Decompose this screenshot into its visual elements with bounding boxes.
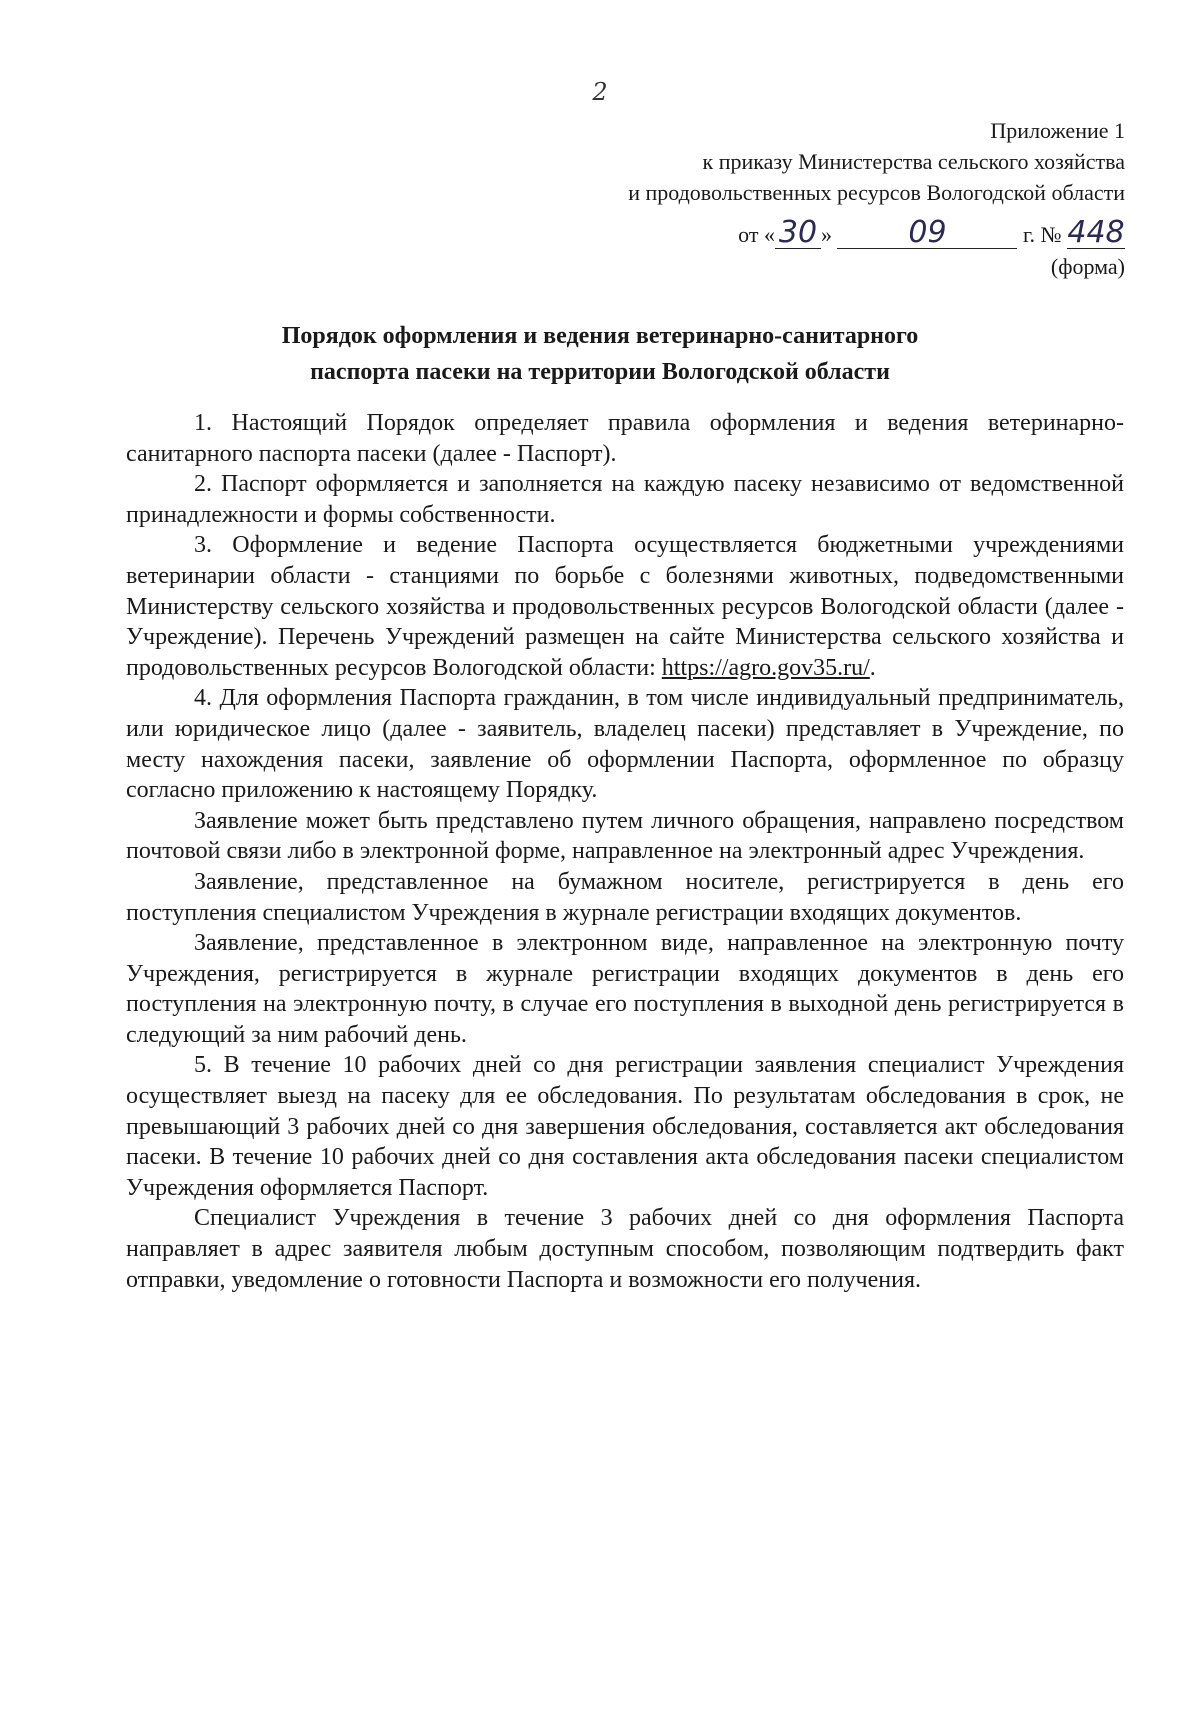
paragraph-5: Заявление может быть представлено путем личного обращения, направлено посредством почтовой связи либо в электронной форме, направленное на электронный адрес Учреждения. — [126, 807, 1124, 865]
appendix-line-1: Приложение 1 — [990, 118, 1125, 143]
agro-website-link[interactable]: https://agro.gov35.ru/ — [661, 654, 870, 681]
document-title — [0, 318, 1200, 390]
title-line-2: паспорта пасеки на территории Вологодской области — [310, 359, 890, 385]
date-mid: » — [820, 222, 832, 247]
paragraph-3-end: . — [869, 654, 876, 681]
order-date-line — [738, 215, 1125, 250]
appendix-line-3: и продовольственных ресурсов Вологодской области — [628, 180, 1125, 205]
document-body — [126, 408, 1124, 1295]
paragraph-1: 1. Настоящий Порядок определяет правила оформления и ведения ветеринарно-санитарного паспорта пасеки (далее - Паспорт). — [126, 410, 1124, 467]
paragraph-2: 2. Паспорт оформляется и заполняется на каждую пасеку независимо от ведомственной принадлежности и формы собственности. — [126, 471, 1124, 528]
order-number: 448 — [1067, 215, 1125, 250]
paragraph-3-text: 3. Оформление и ведение Паспорта осуществляется бюджетными учреждениями ветеринарии области - станциями по борьбе с болезнями животных, подведомственными Министерству сельского хозяйства и продовольственных ресурсов Вологодской области (далее - Учреждение). Перечень Учреждений размещен на сайте Министерства сельского хозяйства и продовольственных ресурсов Вологодской области: — [126, 532, 1124, 681]
form-label: (форма) — [1050, 254, 1125, 279]
appendix-line-2: к приказу Министерства сельского хозяйства — [702, 149, 1125, 174]
paragraph-3 — [126, 530, 1124, 683]
paragraph-7: Заявление, представленное в электронном виде, направленное на электронную почту Учреждения, регистрируется в журнале регистрации входящих документов в день его поступления на электронную почту, в случае его поступления в выходной день регистрируется в следующий за ним рабочий день. — [126, 930, 1124, 1048]
paragraph-9: Специалист Учреждения в течение 3 рабочих дней со дня оформления Паспорта направляет в адрес заявителя любым доступным способом, позволяющим подтвердить факт отправки, уведомление о готовности Паспорта и возможности его получения. — [126, 1205, 1124, 1293]
appendix-header — [628, 115, 1125, 208]
date-prefix: от « — [738, 222, 775, 247]
title-line-1: Порядок оформления и ведения ветеринарно-санитарного — [281, 323, 919, 349]
paragraph-4: 4. Для оформления Паспорта гражданин, в том числе индивидуальный предприниматель, или юридическое лицо (далее - заявитель, владелец пасеки) представляет в Учреждение, по месту нахождения пасеки, заявление об оформлении Паспорта, оформленное по образцу согласно приложению к настоящему Порядку. — [126, 685, 1124, 804]
paragraph-8: 5. В течение 10 рабочих дней со дня регистрации заявления специалист Учреждения осуществляет выезд на пасеку для ее обследования. По результатам обследования в срок, не превышающий 3 рабочих дней со дня завершения обследования, составляется акт обследования пасеки. В течение 10 рабочих дней со дня составления акта обследования пасеки специалистом Учреждения оформляется Паспорт. — [126, 1052, 1124, 1201]
order-number-label: г. № — [1022, 222, 1062, 247]
paragraph-6: Заявление, представленное на бумажном носителе, регистрируется в день его поступления специалистом Учреждения в журнале регистрации входящих документов. — [126, 868, 1124, 926]
date-day: 30 — [775, 218, 821, 249]
date-month: 09 — [837, 218, 1017, 249]
page-number: 2 — [592, 78, 608, 106]
